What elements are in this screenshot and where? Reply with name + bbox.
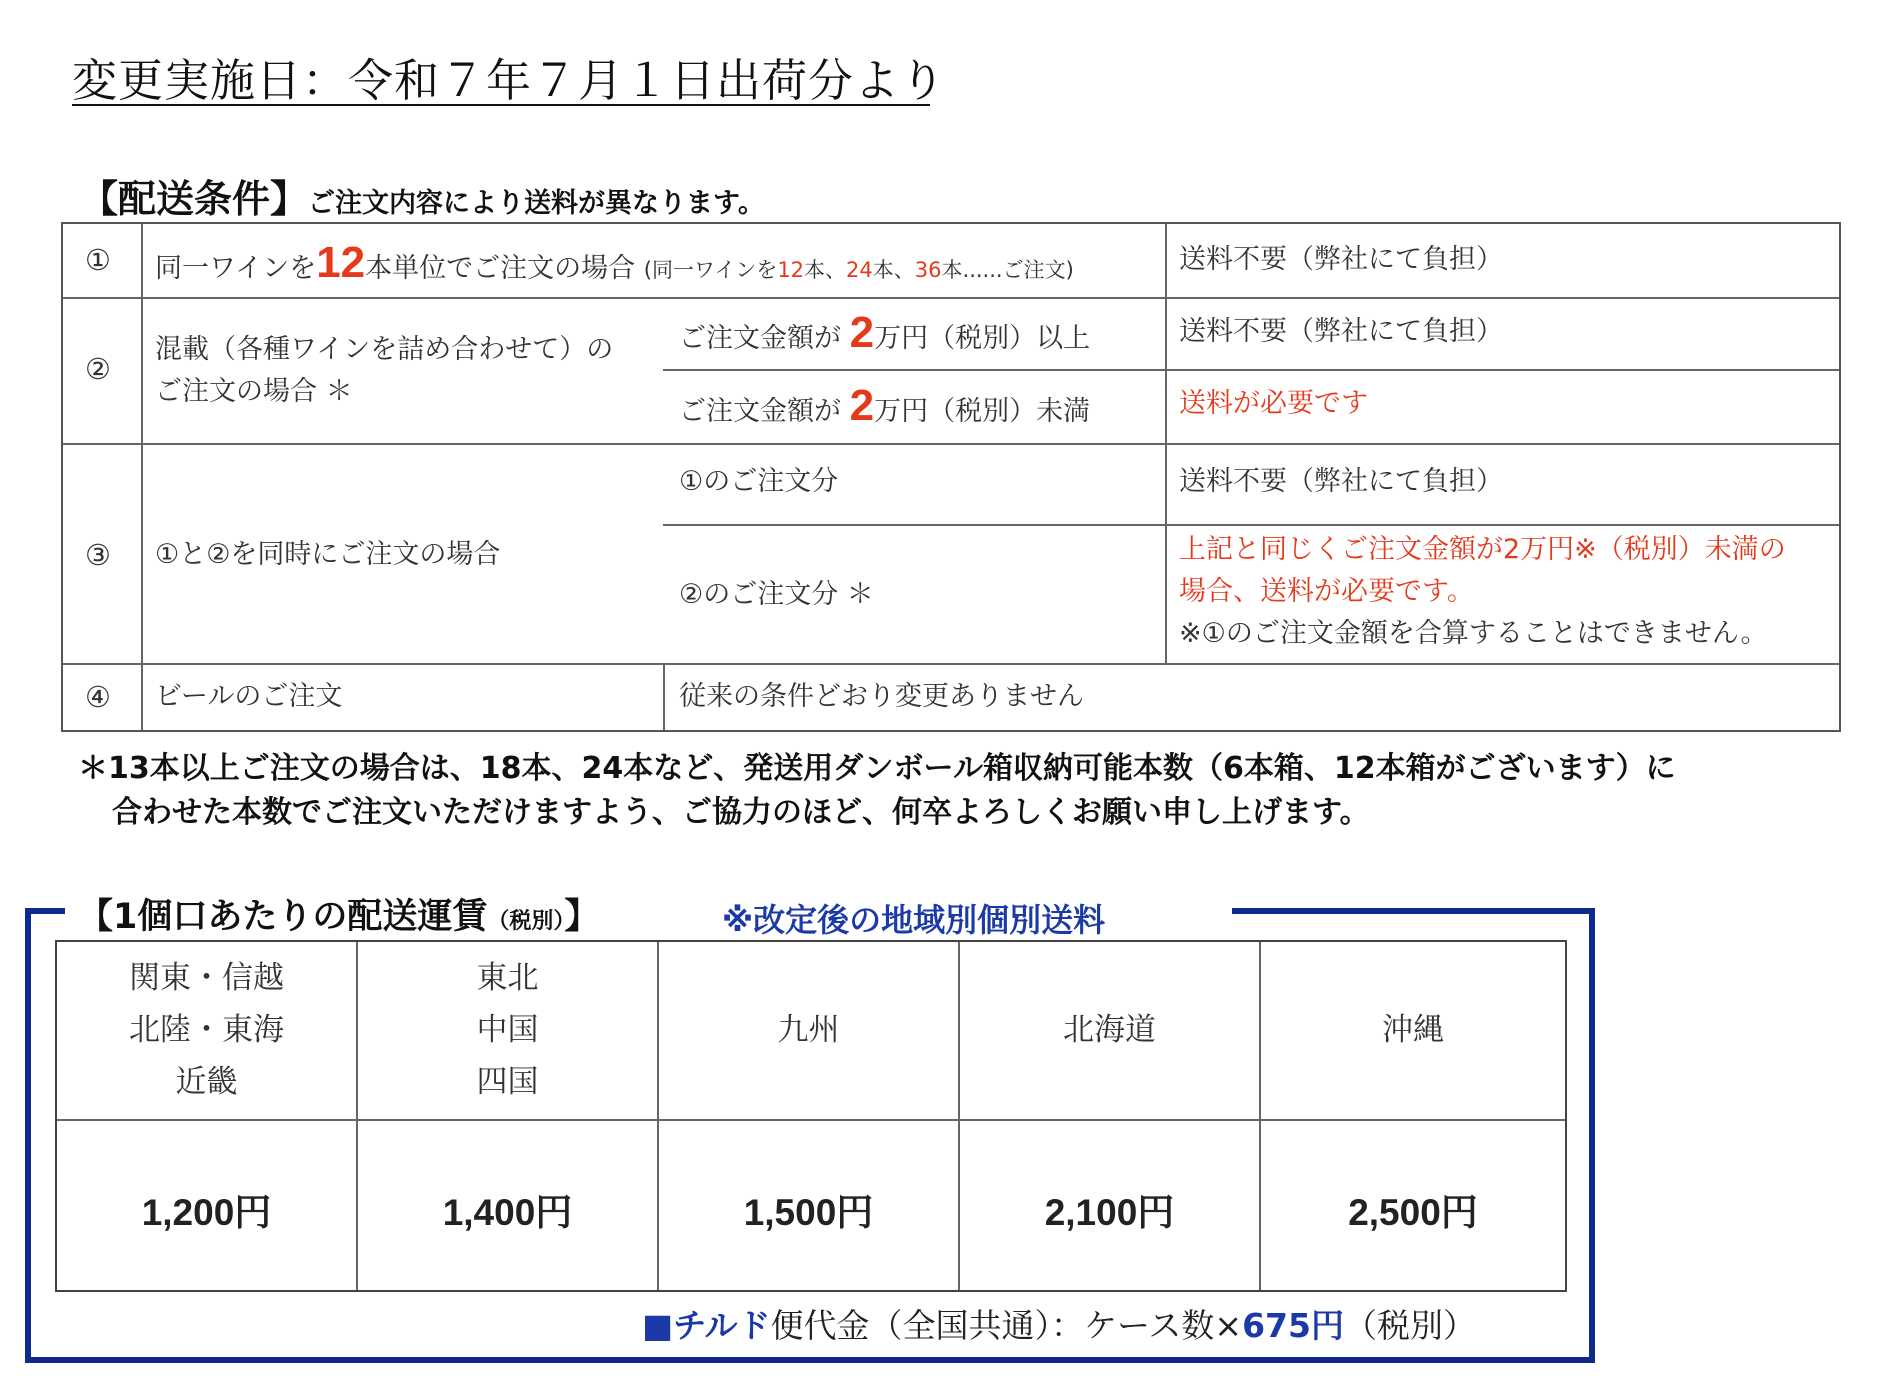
rates-title: 【1個口あたりの配送運賃（税別）】 [78, 897, 600, 937]
row3-sub2-result-line2: 場合、送料が必要です。 [1179, 576, 1474, 607]
row4-result: 従来の条件どおり変更ありません [679, 681, 1084, 712]
row2-label-line1: 混載（各種ワインを詰め合わせて）の [155, 334, 614, 365]
row2-sub1: ご注文金額が 2万円（税別）以上 [679, 308, 1091, 357]
region-price: 1,200円 [141, 1192, 272, 1233]
row2-sub1-result: 送料不要（弊社にて負担） [1179, 316, 1503, 347]
row3-number: ③ [85, 538, 111, 572]
row3-sub2-result-line3: ※①のご注文金額を合算することはできません。 [1179, 618, 1768, 649]
chilled-text: 便代金（全国共通）：ケース数× [770, 1306, 1243, 1345]
row2-sub2-result: 送料が必要です [1179, 388, 1368, 419]
conditions-title-main: 【配送条件】 [80, 177, 309, 221]
region-header: 関東・信越 北陸・東海 近畿 [129, 960, 284, 1100]
region-price: 2,500円 [1348, 1192, 1478, 1233]
row1-label-num: 12 [316, 238, 366, 287]
rates-table [55, 940, 1567, 1292]
chilled-price: 675円 [1242, 1306, 1344, 1345]
row4-number: ④ [85, 680, 111, 714]
region-header: 北海道 [1063, 1012, 1156, 1048]
row-divider [663, 524, 1839, 526]
row4-label: ビールのご注文 [155, 681, 343, 712]
row2-label-line2: ご注文の場合 ＊ [155, 376, 353, 407]
footnote-line2: 合わせた本数でご注文いただけますよう、ご協力のほど、何卒よろしくお願い申し上げます。 [112, 795, 1370, 830]
region-price: 1,500円 [743, 1192, 874, 1233]
row2-sub1-num: 2 [849, 308, 875, 357]
row1-label [155, 234, 1074, 291]
row-divider [663, 369, 1839, 371]
rates-col-divider [657, 942, 659, 1290]
heading-underline [72, 104, 930, 106]
footnote-line1: ＊13本以上ご注文の場合は、18本、24本など、発送用ダンボール箱収納可能本数（6本箱、12本箱がございます）に [78, 751, 1676, 786]
region-price: 2,100円 [1044, 1192, 1175, 1233]
row3-sub2: ②のご注文分 ＊ [679, 579, 874, 610]
square-icon: ■ [642, 1306, 674, 1345]
rates-row-divider [57, 1119, 1565, 1121]
chilled-fee [642, 1300, 1476, 1347]
row1-number: ① [85, 243, 111, 277]
row3-label: ①と②を同時にご注文の場合 [155, 539, 501, 570]
chilled-tax: （税別） [1343, 1306, 1476, 1345]
region-header: 沖縄 [1382, 1012, 1444, 1048]
col-divider [1165, 224, 1167, 664]
row3-sub1: ①のご注文分 [679, 466, 839, 497]
conditions-title-sub: ご注文内容により送料が異なります。 [308, 188, 765, 219]
col-divider [663, 664, 665, 730]
row-divider [63, 663, 1839, 665]
row1-label-pre: 同一ワインを [155, 253, 317, 284]
row1-note: (同一ワインを12本、24本、36本......ご注文) [643, 258, 1074, 282]
region-header: 九州 [777, 1012, 840, 1048]
row-divider [63, 297, 1839, 299]
row3-sub2-result-line1: 上記と同じくご注文金額が2万円※（税別）未満の [1179, 534, 1786, 565]
row2-sub2-num: 2 [849, 381, 875, 430]
row1-result: 送料不要（弊社にて負担） [1179, 244, 1503, 275]
conditions-title [80, 168, 765, 223]
row3-sub1-result: 送料不要（弊社にて負担） [1179, 466, 1503, 497]
row2-number: ② [85, 352, 111, 386]
col-divider [141, 224, 143, 730]
row-divider [63, 443, 1839, 445]
conditions-table [61, 222, 1841, 732]
rates-col-divider [1259, 942, 1261, 1290]
row1-label-post: 本単位でご注文の場合 [365, 253, 636, 284]
region-header: 東北 中国 四国 [476, 960, 539, 1100]
page-heading: 変更実施日：令和７年７月１日出荷分より [72, 54, 947, 107]
chilled-label: チルド [673, 1306, 771, 1345]
row2-sub2: ご注文金額が 2万円（税別）未満 [679, 381, 1091, 430]
rates-col-divider [958, 942, 960, 1290]
region-price: 1,400円 [442, 1192, 573, 1233]
rates-note: ※改定後の地域別個別送料 [722, 901, 1106, 939]
